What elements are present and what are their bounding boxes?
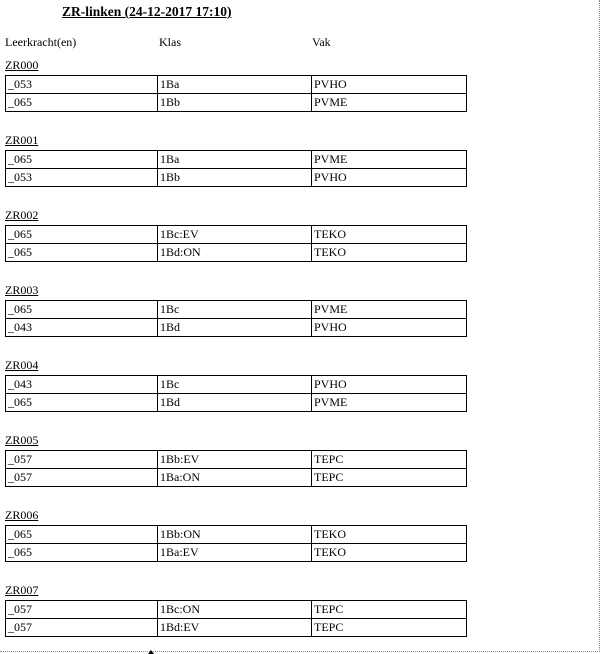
subject-cell: PVME (312, 301, 467, 319)
class-cell: 1Bc (158, 376, 312, 394)
class-cell: 1Bb (158, 94, 312, 112)
table-row (6, 151, 467, 169)
teacher-cell: _043 (6, 319, 158, 337)
link-group (5, 133, 467, 187)
subject-cell: PVHO (312, 319, 467, 337)
group-title: ZR006 (5, 508, 39, 522)
subject-cell: TEPC (312, 601, 467, 619)
class-cell: 1Ba (158, 151, 312, 169)
teacher-cell: _053 (6, 169, 158, 187)
table-row (6, 544, 467, 562)
teacher-cell: _065 (6, 244, 158, 262)
subject-cell: TEPC (312, 469, 467, 487)
class-cell: 1Ba:EV (158, 544, 312, 562)
class-cell: 1Bd:EV (158, 619, 312, 637)
subject-cell: TEKO (312, 544, 467, 562)
subject-cell: PVHO (312, 169, 467, 187)
table-row (6, 451, 467, 469)
teacher-cell: _043 (6, 376, 158, 394)
group-title: ZR003 (5, 283, 39, 297)
table-row (6, 394, 467, 412)
class-cell: 1Bd (158, 319, 312, 337)
table-row (6, 469, 467, 487)
table-row (6, 301, 467, 319)
report-title: ZR-linken (24-12-2017 17:10) (62, 4, 232, 19)
link-table (5, 525, 467, 562)
group-title: ZR005 (5, 433, 39, 447)
class-cell: 1Bd (158, 394, 312, 412)
subject-cell: PVME (312, 394, 467, 412)
table-row (6, 319, 467, 337)
teacher-cell: _057 (6, 601, 158, 619)
table-row (6, 94, 467, 112)
group-title: ZR000 (5, 58, 39, 72)
link-group (5, 208, 467, 262)
group-title: ZR007 (5, 583, 39, 597)
teacher-cell: _065 (6, 151, 158, 169)
class-cell: 1Bc:EV (158, 226, 312, 244)
group-title: ZR001 (5, 133, 39, 147)
class-cell: 1Bb:EV (158, 451, 312, 469)
link-table (5, 450, 467, 487)
link-table (5, 150, 467, 187)
link-group (5, 58, 467, 112)
column-header-teacher: Leerkracht(en) (5, 35, 77, 49)
subject-cell: TEKO (312, 226, 467, 244)
table-row (6, 526, 467, 544)
subject-cell: TEPC (312, 451, 467, 469)
link-table (5, 225, 467, 262)
group-title: ZR004 (5, 358, 39, 372)
table-row (6, 601, 467, 619)
table-row (6, 244, 467, 262)
link-group (5, 508, 467, 562)
mouse-cursor-icon (148, 650, 154, 654)
subject-cell: PVHO (312, 76, 467, 94)
teacher-cell: _065 (6, 226, 158, 244)
teacher-cell: _065 (6, 394, 158, 412)
link-table (5, 375, 467, 412)
table-row (6, 226, 467, 244)
class-cell: 1Bc:ON (158, 601, 312, 619)
table-row (6, 169, 467, 187)
link-group (5, 433, 467, 487)
class-cell: 1Ba:ON (158, 469, 312, 487)
subject-cell: TEKO (312, 526, 467, 544)
link-group (5, 283, 467, 337)
link-table (5, 300, 467, 337)
teacher-cell: _065 (6, 544, 158, 562)
class-cell: 1Bb (158, 169, 312, 187)
teacher-cell: _057 (6, 619, 158, 637)
teacher-cell: _057 (6, 451, 158, 469)
subject-cell: PVHO (312, 376, 467, 394)
class-cell: 1Bb:ON (158, 526, 312, 544)
teacher-cell: _057 (6, 469, 158, 487)
column-header-class: Klas (159, 35, 181, 49)
class-cell: 1Bc (158, 301, 312, 319)
column-header-subject: Vak (312, 35, 331, 49)
group-title: ZR002 (5, 208, 39, 222)
link-table (5, 600, 467, 637)
link-group (5, 358, 467, 412)
teacher-cell: _053 (6, 76, 158, 94)
class-cell: 1Ba (158, 76, 312, 94)
table-row (6, 76, 467, 94)
teacher-cell: _065 (6, 301, 158, 319)
link-group (5, 583, 467, 637)
table-row (6, 376, 467, 394)
teacher-cell: _065 (6, 526, 158, 544)
link-table (5, 75, 467, 112)
table-row (6, 619, 467, 637)
subject-cell: PVME (312, 94, 467, 112)
subject-cell: TEPC (312, 619, 467, 637)
subject-cell: PVME (312, 151, 467, 169)
class-cell: 1Bd:ON (158, 244, 312, 262)
subject-cell: TEKO (312, 244, 467, 262)
teacher-cell: _065 (6, 94, 158, 112)
